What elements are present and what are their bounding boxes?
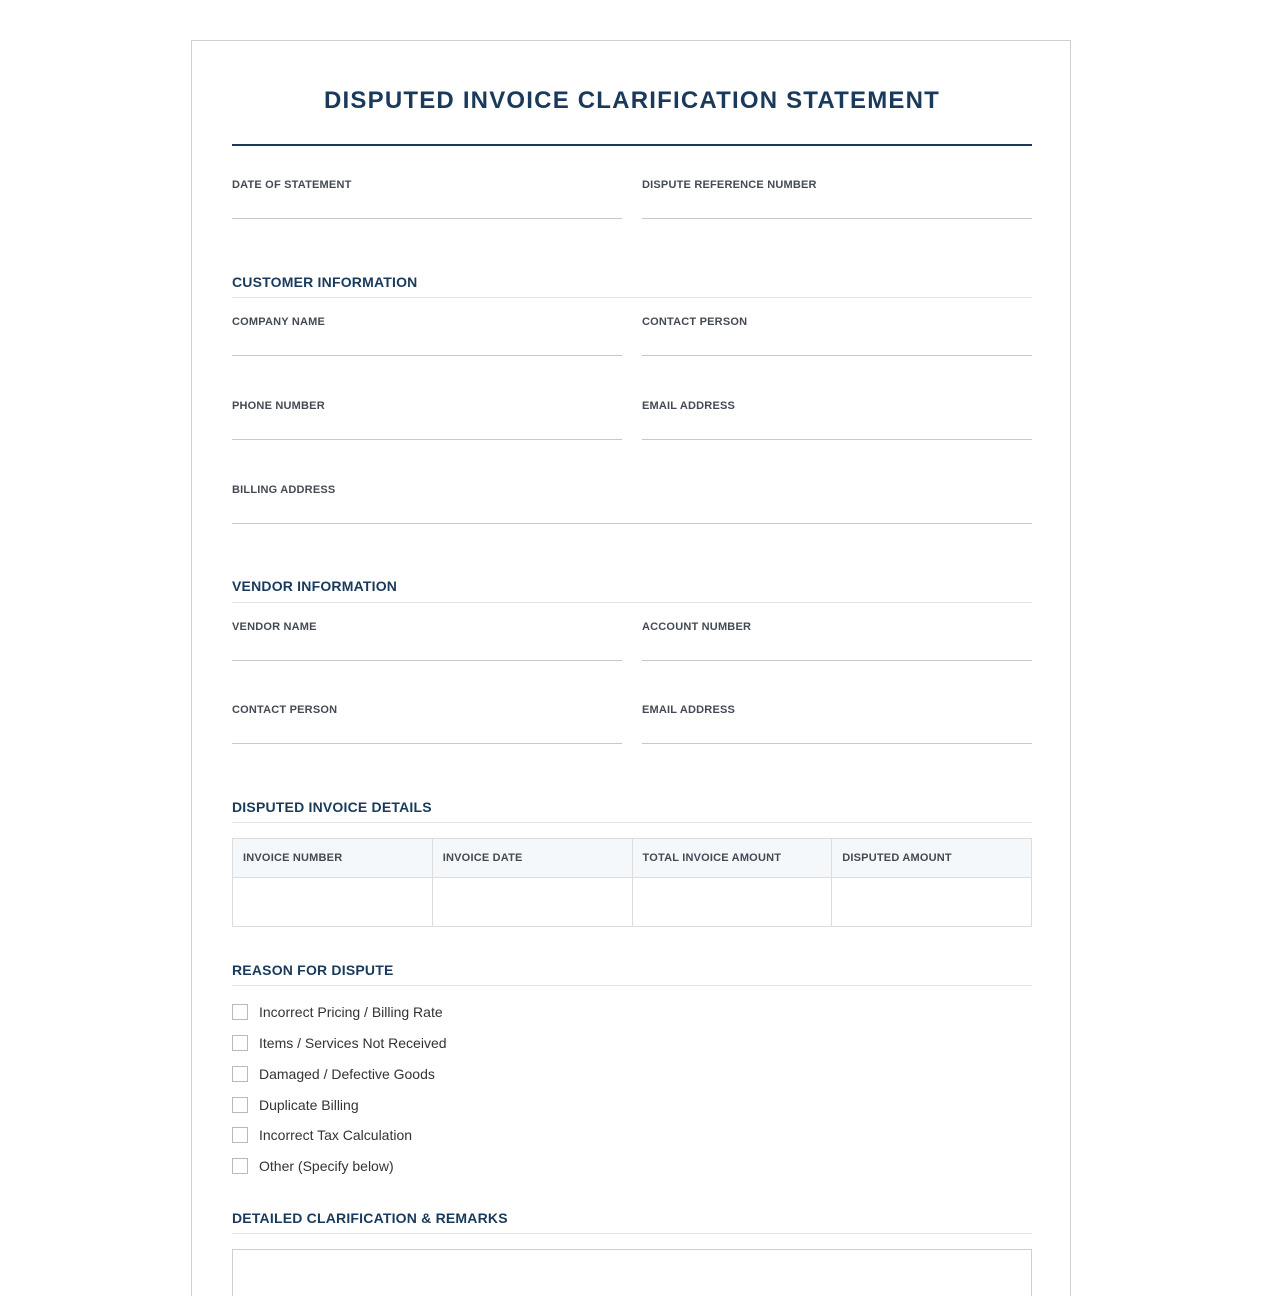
customer-contact-field[interactable] — [642, 315, 1032, 329]
checkbox[interactable] — [232, 1035, 248, 1051]
reason-option-incorrect-pricing[interactable] — [232, 1003, 443, 1021]
date-of-statement-line — [232, 218, 622, 219]
reason-option-not-received[interactable] — [232, 1034, 447, 1052]
table-header-row — [233, 839, 1032, 878]
vendor-section-divider — [232, 602, 1032, 603]
reason-option-duplicate-billing[interactable] — [232, 1096, 359, 1114]
checkbox[interactable] — [232, 1127, 248, 1143]
title-divider — [232, 144, 1032, 146]
phone-number-field[interactable] — [232, 399, 622, 413]
vendor-name-field[interactable] — [232, 620, 622, 634]
reason-option-label: Items / Services Not Received — [259, 1035, 447, 1051]
vendor-section-title: VENDOR INFORMATION — [232, 578, 398, 594]
column-header-total-invoice-amount: TOTAL INVOICE AMOUNT — [632, 839, 832, 878]
checkbox[interactable] — [232, 1004, 248, 1020]
customer-contact-label: CONTACT PERSON — [642, 316, 748, 328]
remarks-section-divider — [232, 1233, 1032, 1234]
reason-option-other[interactable] — [232, 1157, 394, 1175]
vendor-email-line — [642, 743, 1032, 744]
remarks-textarea[interactable] — [232, 1249, 1032, 1296]
billing-address-label: BILLING ADDRESS — [232, 484, 336, 496]
invoice-details-table — [232, 838, 1032, 927]
reason-option-label: Damaged / Defective Goods — [259, 1066, 435, 1082]
vendor-email-label: EMAIL ADDRESS — [642, 704, 736, 716]
document-page — [191, 40, 1071, 1296]
column-header-disputed-amount: DISPUTED AMOUNT — [832, 839, 1032, 878]
customer-section-divider — [232, 297, 1032, 298]
reason-option-label: Other (Specify below) — [259, 1158, 394, 1174]
checkbox[interactable] — [232, 1097, 248, 1113]
vendor-name-label: VENDOR NAME — [232, 621, 317, 633]
company-name-line — [232, 355, 622, 356]
customer-email-line — [642, 439, 1032, 440]
remarks-section-title: DETAILED CLARIFICATION & REMARKS — [232, 1210, 508, 1226]
vendor-email-field[interactable] — [642, 703, 1032, 717]
customer-email-label: EMAIL ADDRESS — [642, 400, 736, 412]
table-row — [233, 878, 1032, 927]
column-header-invoice-number: INVOICE NUMBER — [233, 839, 433, 878]
document-title: DISPUTED INVOICE CLARIFICATION STATEMENT — [324, 87, 940, 114]
reason-option-damaged-goods[interactable] — [232, 1065, 435, 1083]
vendor-contact-line — [232, 743, 622, 744]
reason-section-title: REASON FOR DISPUTE — [232, 962, 394, 978]
billing-address-line — [232, 523, 1032, 524]
dispute-reference-field[interactable] — [642, 178, 1032, 192]
invoice-details-section-divider — [232, 822, 1032, 823]
company-name-label: COMPANY NAME — [232, 316, 326, 328]
reason-option-label: Incorrect Pricing / Billing Rate — [259, 1004, 443, 1020]
reason-option-label: Incorrect Tax Calculation — [259, 1127, 413, 1143]
invoice-date-cell[interactable] — [432, 878, 632, 927]
invoice-number-cell[interactable] — [233, 878, 433, 927]
phone-number-label: PHONE NUMBER — [232, 400, 325, 412]
customer-email-field[interactable] — [642, 399, 1032, 413]
dispute-reference-label: DISPUTE REFERENCE NUMBER — [642, 179, 817, 191]
phone-number-line — [232, 439, 622, 440]
dispute-reference-line — [642, 218, 1032, 219]
disputed-amount-cell[interactable] — [832, 878, 1032, 927]
total-invoice-amount-cell[interactable] — [632, 878, 832, 927]
checkbox[interactable] — [232, 1066, 248, 1082]
reason-section-divider — [232, 985, 1032, 986]
company-name-field[interactable] — [232, 315, 622, 329]
billing-address-field[interactable] — [232, 483, 1032, 497]
checkbox[interactable] — [232, 1158, 248, 1174]
reason-option-label: Duplicate Billing — [259, 1097, 359, 1113]
customer-section-title: CUSTOMER INFORMATION — [232, 274, 418, 290]
vendor-name-line — [232, 660, 622, 661]
account-number-line — [642, 660, 1032, 661]
account-number-label: ACCOUNT NUMBER — [642, 621, 752, 633]
date-of-statement-field[interactable] — [232, 178, 622, 192]
account-number-field[interactable] — [642, 620, 1032, 634]
customer-contact-line — [642, 355, 1032, 356]
column-header-invoice-date: INVOICE DATE — [432, 839, 632, 878]
vendor-contact-label: CONTACT PERSON — [232, 704, 338, 716]
reason-option-incorrect-tax[interactable] — [232, 1126, 412, 1144]
invoice-details-section-title: DISPUTED INVOICE DETAILS — [232, 799, 432, 815]
date-of-statement-label: DATE OF STATEMENT — [232, 179, 352, 191]
vendor-contact-field[interactable] — [232, 703, 622, 717]
